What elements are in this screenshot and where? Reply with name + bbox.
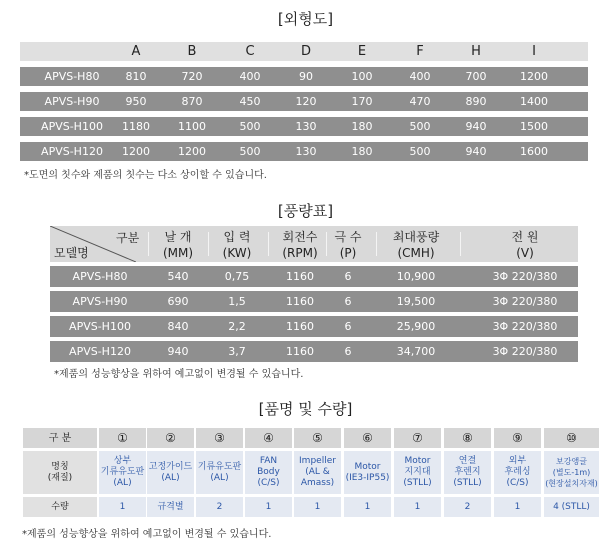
dimension-value-cell: 1400 <box>520 95 548 108</box>
model-cell: APVS-H100 <box>69 320 131 333</box>
airflow-value-cell: 690 <box>167 295 189 308</box>
part-qty-cell-text: 1 <box>364 501 371 512</box>
parts-name-label <box>23 451 97 494</box>
airflow-value-cell: 3Φ 220/380 <box>492 345 558 358</box>
part-number-cell <box>544 428 599 448</box>
airflow-header-cell <box>212 226 262 262</box>
dimension-value-cell: 500 <box>409 145 431 158</box>
part-qty-cell-text: 1 <box>119 501 126 512</box>
dimension-value-cell: 890 <box>465 95 487 108</box>
part-qty-cell-text: 4 (STLL) <box>553 501 590 512</box>
part-qty-cell <box>494 497 541 517</box>
dimensions-row <box>20 92 588 111</box>
dimension-value-cell: 1600 <box>520 145 548 158</box>
dimension-header-cell: F <box>416 44 424 59</box>
airflow-value-cell: 3Φ 220/380 <box>492 295 558 308</box>
airflow-header-cell <box>326 226 370 262</box>
airflow-value-cell: 1160 <box>286 270 314 283</box>
airflow-value-cell: 1160 <box>286 345 314 358</box>
dimensions-row <box>20 117 588 136</box>
part-qty-cell <box>544 497 599 517</box>
airflow-header-cell <box>386 226 446 262</box>
dimension-value-cell: 1200 <box>520 70 548 83</box>
part-name-cell-text: FAN Body (C/S) <box>257 456 280 488</box>
dimension-value-cell: 1180 <box>122 120 150 133</box>
part-number-cell <box>444 428 491 448</box>
dimensions-row <box>20 142 588 161</box>
airflow-row <box>50 341 578 362</box>
model-cell: APVS-H120 <box>41 145 103 158</box>
part-name-cell <box>494 451 541 494</box>
parts-header-label-text: 구 분 <box>48 432 72 444</box>
header-separator <box>148 232 149 256</box>
part-name-cell-text: Impeller (AL & Amass) <box>299 456 336 488</box>
part-name-cell <box>444 451 491 494</box>
part-name-cell <box>394 451 441 494</box>
header-separator <box>208 232 209 256</box>
parts-qty-label <box>23 497 97 517</box>
airflow-row <box>50 291 578 312</box>
dimension-value-cell: 940 <box>465 145 487 158</box>
part-name-cell <box>344 451 391 494</box>
header-label: 회전수 <box>282 230 318 244</box>
airflow-header-cell <box>154 226 202 262</box>
dimension-value-cell: 90 <box>299 70 313 83</box>
dimension-value-cell: 1100 <box>178 120 206 133</box>
corner-bottom-label: 모델명 <box>54 246 89 260</box>
header-label: 입 력 <box>223 230 251 244</box>
header-unit: (V) <box>516 246 534 260</box>
part-number-cell-text: ② <box>165 430 176 445</box>
parts-title: [품명 및 수량] <box>258 400 353 418</box>
airflow-table-header <box>50 226 578 262</box>
dimension-value-cell: 1200 <box>178 145 206 158</box>
airflow-value-cell: 540 <box>167 270 189 283</box>
part-qty-cell <box>99 497 146 517</box>
dimensions-note: *도면의 칫수와 제품의 칫수는 다소 상이할 수 있습니다. <box>24 170 267 181</box>
part-name-cell-text: 기류유도판 (AL) <box>197 461 242 483</box>
dimension-value-cell: 500 <box>239 120 261 133</box>
part-number-cell-text: ⑧ <box>462 430 473 445</box>
part-number-cell <box>344 428 391 448</box>
header-label: 극 수 <box>334 230 362 244</box>
part-qty-cell-text: 2 <box>216 501 223 512</box>
part-name-cell-text: Motor (IE3-IP55) <box>345 461 390 483</box>
dimension-value-cell: 950 <box>125 95 147 108</box>
airflow-row <box>50 316 578 337</box>
parts-name-label-text: 명칭 (재질) <box>47 461 73 483</box>
part-number-cell-text: ④ <box>263 430 274 445</box>
header-separator <box>376 232 377 256</box>
header-unit: (MM) <box>162 246 194 260</box>
part-qty-cell <box>147 497 194 517</box>
part-qty-cell <box>394 497 441 517</box>
dimension-value-cell: 1500 <box>520 120 548 133</box>
header-unit: (KW) <box>222 246 252 260</box>
dimension-header-cell: A <box>131 44 141 59</box>
header-label: 전 원 <box>511 230 539 244</box>
dimension-value-cell: 450 <box>239 95 261 108</box>
dimension-value-cell: 500 <box>409 120 431 133</box>
dimension-value-cell: 810 <box>125 70 147 83</box>
model-cell: APVS-H100 <box>41 120 103 133</box>
dimension-value-cell: 400 <box>239 70 261 83</box>
airflow-title: [풍량표] <box>277 202 334 220</box>
part-name-cell <box>99 451 146 494</box>
airflow-value-cell: 6 <box>344 345 352 358</box>
part-number-cell-text: ⑥ <box>362 430 373 445</box>
airflow-value-cell: 6 <box>344 270 352 283</box>
part-number-cell <box>196 428 243 448</box>
dimension-value-cell: 130 <box>295 145 317 158</box>
part-name-cell-text: 보강앵글 (별도-1m) (현장설치자재) <box>545 457 598 488</box>
dimension-value-cell: 180 <box>351 120 373 133</box>
parts-note: *제품의 성능향상을 위하여 예고없이 변경될 수 있습니다. <box>22 529 272 540</box>
airflow-value-cell: 34,700 <box>396 345 436 358</box>
dimension-header-cell: C <box>245 44 255 59</box>
airflow-value-cell: 10,900 <box>396 270 436 283</box>
part-name-cell <box>196 451 243 494</box>
part-number-cell <box>494 428 541 448</box>
header-unit: (CMH) <box>397 246 435 260</box>
part-number-cell-text: ⑨ <box>512 430 523 445</box>
dimension-value-cell: 870 <box>181 95 203 108</box>
dimensions-header-row <box>20 42 588 61</box>
airflow-value-cell: 3Φ 220/380 <box>492 270 558 283</box>
header-label: 최대풍량 <box>392 230 440 244</box>
part-qty-cell <box>245 497 292 517</box>
airflow-value-cell: 3Φ 220/380 <box>492 320 558 333</box>
part-name-cell-text: 연결 후렌지 (STLL) <box>453 456 482 488</box>
airflow-value-cell: 840 <box>167 320 189 333</box>
model-cell: APVS-H80 <box>44 70 100 83</box>
model-cell: APVS-H120 <box>69 345 131 358</box>
corner-top-label: 구분 <box>116 231 140 245</box>
part-number-cell-text: ③ <box>214 430 225 445</box>
header-separator <box>268 232 269 256</box>
airflow-value-cell: 19,500 <box>396 295 436 308</box>
airflow-header-cell <box>470 226 580 262</box>
airflow-value-cell: 940 <box>167 345 189 358</box>
parts-header-label <box>23 428 97 448</box>
header-unit: (P) <box>339 246 357 260</box>
part-qty-cell-text: 1 <box>514 501 521 512</box>
dimension-value-cell: 470 <box>409 95 431 108</box>
parts-qty-label-text: 수량 <box>51 501 69 512</box>
dimension-header-cell: I <box>532 44 536 59</box>
dimension-value-cell: 400 <box>409 70 431 83</box>
dimensions-title: [외형도] <box>277 10 334 28</box>
part-name-cell-text: 고정가이드 (AL) <box>148 461 193 483</box>
dimension-value-cell: 700 <box>465 70 487 83</box>
part-name-cell-text: Motor 지지대 (STLL) <box>403 456 432 488</box>
dimension-value-cell: 720 <box>181 70 203 83</box>
airflow-value-cell: 1160 <box>286 320 314 333</box>
part-number-cell-text: ⑦ <box>412 430 423 445</box>
airflow-value-cell: 6 <box>344 295 352 308</box>
part-number-cell <box>394 428 441 448</box>
dimension-value-cell: 120 <box>295 95 317 108</box>
airflow-value-cell: 3,7 <box>228 345 246 358</box>
part-name-cell <box>147 451 194 494</box>
dimension-header-cell: D <box>300 44 311 59</box>
model-cell: APVS-H90 <box>44 95 100 108</box>
dimension-header-cell: H <box>471 44 481 59</box>
airflow-note: *제품의 성능향상을 위하여 예고없이 변경될 수 있습니다. <box>54 369 304 380</box>
header-unit: (RPM) <box>282 246 318 260</box>
part-qty-cell-text: 규격별 <box>157 501 184 512</box>
part-name-cell <box>245 451 292 494</box>
airflow-value-cell: 6 <box>344 320 352 333</box>
part-qty-cell <box>444 497 491 517</box>
header-separator <box>460 232 461 256</box>
dimension-value-cell: 100 <box>351 70 373 83</box>
dimension-value-cell: 130 <box>295 120 317 133</box>
part-number-cell <box>294 428 341 448</box>
part-name-cell <box>544 451 599 494</box>
part-number-cell-text: ⑩ <box>566 430 577 445</box>
part-qty-cell <box>294 497 341 517</box>
part-qty-cell-text: 1 <box>265 501 272 512</box>
part-qty-cell <box>196 497 243 517</box>
part-qty-cell-text: 1 <box>414 501 421 512</box>
airflow-value-cell: 2,2 <box>228 320 246 333</box>
part-number-cell <box>245 428 292 448</box>
dimension-value-cell: 180 <box>351 145 373 158</box>
dimension-value-cell: 1200 <box>122 145 150 158</box>
part-qty-cell-text: 1 <box>314 501 321 512</box>
part-number-cell-text: ① <box>117 430 128 445</box>
part-qty-cell <box>344 497 391 517</box>
airflow-value-cell: 25,900 <box>396 320 436 333</box>
airflow-header-cell <box>271 226 329 262</box>
part-number-cell-text: ⑤ <box>312 430 323 445</box>
model-cell: APVS-H80 <box>72 270 128 283</box>
dimension-value-cell: 170 <box>351 95 373 108</box>
airflow-value-cell: 1160 <box>286 295 314 308</box>
part-number-cell <box>99 428 146 448</box>
dimension-value-cell: 940 <box>465 120 487 133</box>
dimension-header-cell: B <box>187 44 197 59</box>
airflow-row <box>50 266 578 287</box>
airflow-value-cell: 0,75 <box>224 270 250 283</box>
dimensions-row <box>20 67 588 86</box>
dimension-value-cell: 500 <box>239 145 261 158</box>
part-name-cell <box>294 451 341 494</box>
dimension-header-cell: E <box>357 44 367 59</box>
header-label: 날 개 <box>164 230 192 244</box>
part-name-cell-text: 상부 기류유도판 (AL) <box>100 456 145 488</box>
part-number-cell <box>147 428 194 448</box>
airflow-value-cell: 1,5 <box>228 295 246 308</box>
model-cell: APVS-H90 <box>72 295 128 308</box>
part-name-cell-text: 외부 후레싱 (C/S) <box>504 456 531 488</box>
part-qty-cell-text: 2 <box>464 501 471 512</box>
